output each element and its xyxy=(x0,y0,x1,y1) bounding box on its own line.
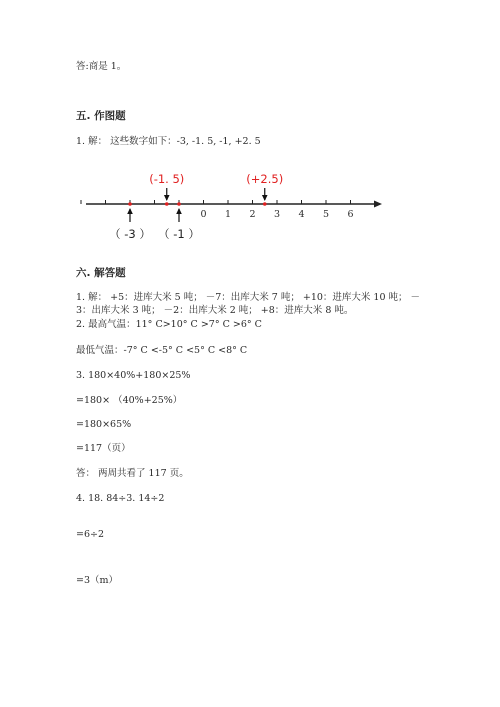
point-dot xyxy=(165,202,169,206)
point-label-above: (-1. 5) xyxy=(149,172,185,186)
answer-1-line-2: 3：出库大米 3 吨； －2：出库大米 2 吨； +8：进库大米 8 吨。 xyxy=(76,305,354,316)
answer-1-line-1: 1. 解： +5：进库大米 5 吨； －7：出库大米 7 吨； +10：进库大米 10 吨； － xyxy=(76,292,421,303)
point-label-below: （ -1 ） xyxy=(158,227,200,241)
answer-line: 答:商是 1。 xyxy=(76,61,127,72)
arrow-up-icon xyxy=(176,208,182,214)
answer-3-line-4: =117（页） xyxy=(76,443,131,454)
tick-label: 0 xyxy=(200,209,207,220)
tick-label: 5 xyxy=(322,209,330,220)
answer-2-line-2: 最低气温：-7° C <-5° C <5° C <8° C xyxy=(76,345,248,356)
point-dot xyxy=(263,202,267,206)
point-label-above: (+2.5) xyxy=(246,172,284,186)
answer-3-line-2: =180× （40%+25%） xyxy=(76,395,183,406)
point-dot xyxy=(128,202,132,206)
point-label-below: （ -3 ） xyxy=(109,227,151,241)
answer-2-line-1: 2. 最高气温：11° C>10° C >7° C >6° C xyxy=(76,319,262,330)
tick-label: 3 xyxy=(273,209,281,220)
arrow-down-icon xyxy=(262,195,268,201)
section-heading-5: 五. 作图题 xyxy=(76,110,126,122)
tick-label: 4 xyxy=(298,209,305,220)
answer-3-line-5: 答： 两周共看了 117 页。 xyxy=(76,468,189,479)
tick-label: 1 xyxy=(224,209,232,220)
answer-4-line-1: 4. 18. 84÷3. 14÷2 xyxy=(76,493,165,504)
answer-4-line-2: =6÷2 xyxy=(76,529,105,540)
answer-3-line-1: 3. 180×40%+180×25% xyxy=(76,370,191,381)
question-1-text: 1. 解： 这些数字如下：-3, -1. 5, -1, +2. 5 xyxy=(76,136,261,147)
point-dot xyxy=(177,202,181,206)
arrow-down-icon xyxy=(164,195,170,201)
axis-arrow-icon xyxy=(374,201,382,208)
section-heading-6: 六. 解答题 xyxy=(76,267,126,279)
answer-4-line-3: =3（m） xyxy=(76,575,119,586)
tick-label: 6 xyxy=(347,209,354,220)
arrow-up-icon xyxy=(127,208,133,214)
answer-3-line-3: =180×65% xyxy=(76,419,132,430)
tick-label: 2 xyxy=(249,209,256,220)
